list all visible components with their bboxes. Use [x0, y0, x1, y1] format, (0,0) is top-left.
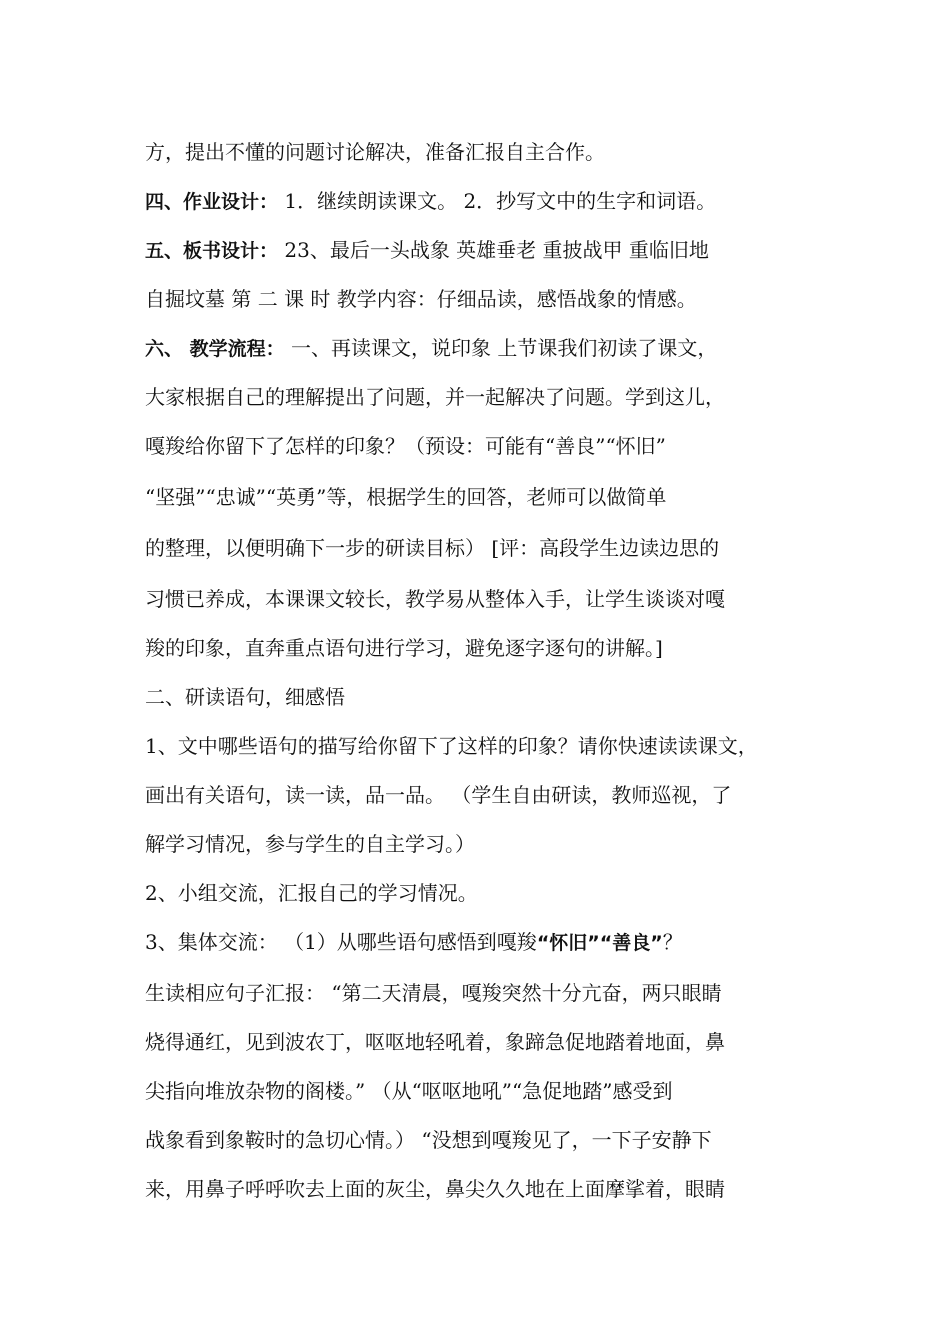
line-text: 23、最后一头战象 英雄垂老 重披战甲 重临旧地 — [278, 238, 709, 262]
text-line — [145, 279, 845, 319]
text-line — [145, 528, 845, 568]
text-line — [145, 426, 845, 466]
text-line — [145, 181, 845, 221]
text-line — [145, 1169, 845, 1209]
line-text: 画出有关语句，读一读，品一品。 （学生自由研读，教师巡视，了 — [145, 783, 732, 807]
line-text: 解学习情况，参与学生的自主学习。） — [145, 832, 475, 856]
text-line — [145, 1120, 845, 1160]
line-text: 羧的印象，直奔重点语句进行学习，避免逐字逐句的讲解。] — [145, 636, 663, 660]
text-line — [145, 824, 845, 864]
text-line — [145, 628, 845, 668]
line-text: 3、集体交流： （1）从哪些语句感悟到嘎羧 — [145, 930, 537, 954]
text-line — [145, 775, 845, 815]
line-text: 一、再读课文，说印象 上节课我们初读了课文， — [284, 336, 718, 360]
text-line — [145, 1071, 845, 1111]
text-line — [145, 1022, 845, 1062]
line-text: ？ — [662, 930, 683, 954]
text-line — [145, 477, 845, 517]
line-text: 1．继续朗读课文。 2．抄写文中的生字和词语。 — [278, 189, 717, 213]
line-text: 嘎羧给你留下了怎样的印象？（预设：可能有“善良”“怀旧” — [145, 434, 666, 458]
line-text: 的整理，以便明确下一步的研读目标） [评：高段学生边读边思的 — [145, 536, 720, 560]
section-heading-process: 六、 教学流程： — [145, 338, 285, 360]
text-line — [145, 230, 845, 270]
line-text: 烧得通红，见到波农丁，呕呕地轻吼着，象蹄急促地踏着地面，鼻 — [145, 1030, 725, 1054]
text-line — [145, 922, 845, 962]
section-heading-board: 五、板书设计： — [145, 240, 279, 262]
text-line — [145, 873, 845, 913]
emphasis-text: “怀旧”“善良” — [536, 932, 663, 954]
text-line — [145, 726, 845, 766]
line-text: 尖指向堆放杂物的阁楼。” （从“呕呕地吼”“急促地踏”感受到 — [145, 1079, 673, 1103]
line-text: 生读相应句子汇报： “第二天清晨，嘎羧突然十分亢奋，两只眼睛 — [145, 981, 722, 1005]
line-text: 习惯已养成，本课课文较长，教学易从整体入手，让学生谈谈对嘎 — [145, 587, 725, 611]
text-line — [145, 132, 845, 172]
line-text: “坚强”“忠诚”“英勇”等，根据学生的回答，老师可以做简单 — [145, 485, 667, 509]
line-text: 2、小组交流，汇报自己的学习情况。 — [145, 881, 478, 905]
line-text: 战象看到象鞍时的急切心情。） “没想到嘎羧见了，一下子安静下 — [145, 1128, 712, 1152]
line-text: 自掘坟墓 第 二 课 时 教学内容：仔细品读，感悟战象的情感。 — [145, 287, 697, 311]
text-line — [145, 328, 845, 368]
text-line — [145, 377, 845, 417]
line-text: 1、文中哪些语句的描写给你留下了这样的印象？请你快速读读课文， — [145, 734, 758, 758]
text-line — [145, 677, 845, 717]
section-heading-homework: 四、作业设计： — [145, 191, 279, 213]
text-line — [145, 579, 845, 619]
line-text: 方，提出不懂的问题讨论解决，准备汇报自主合作。 — [145, 140, 605, 164]
text-line — [145, 973, 845, 1013]
line-text: 大家根据自己的理解提出了问题，并一起解决了问题。学到这儿， — [145, 385, 725, 409]
line-text: 二、研读语句，细感悟 — [145, 685, 345, 709]
line-text: 来，用鼻子呼呼吹去上面的灰尘，鼻尖久久地在上面摩挲着，眼睛 — [145, 1177, 725, 1201]
